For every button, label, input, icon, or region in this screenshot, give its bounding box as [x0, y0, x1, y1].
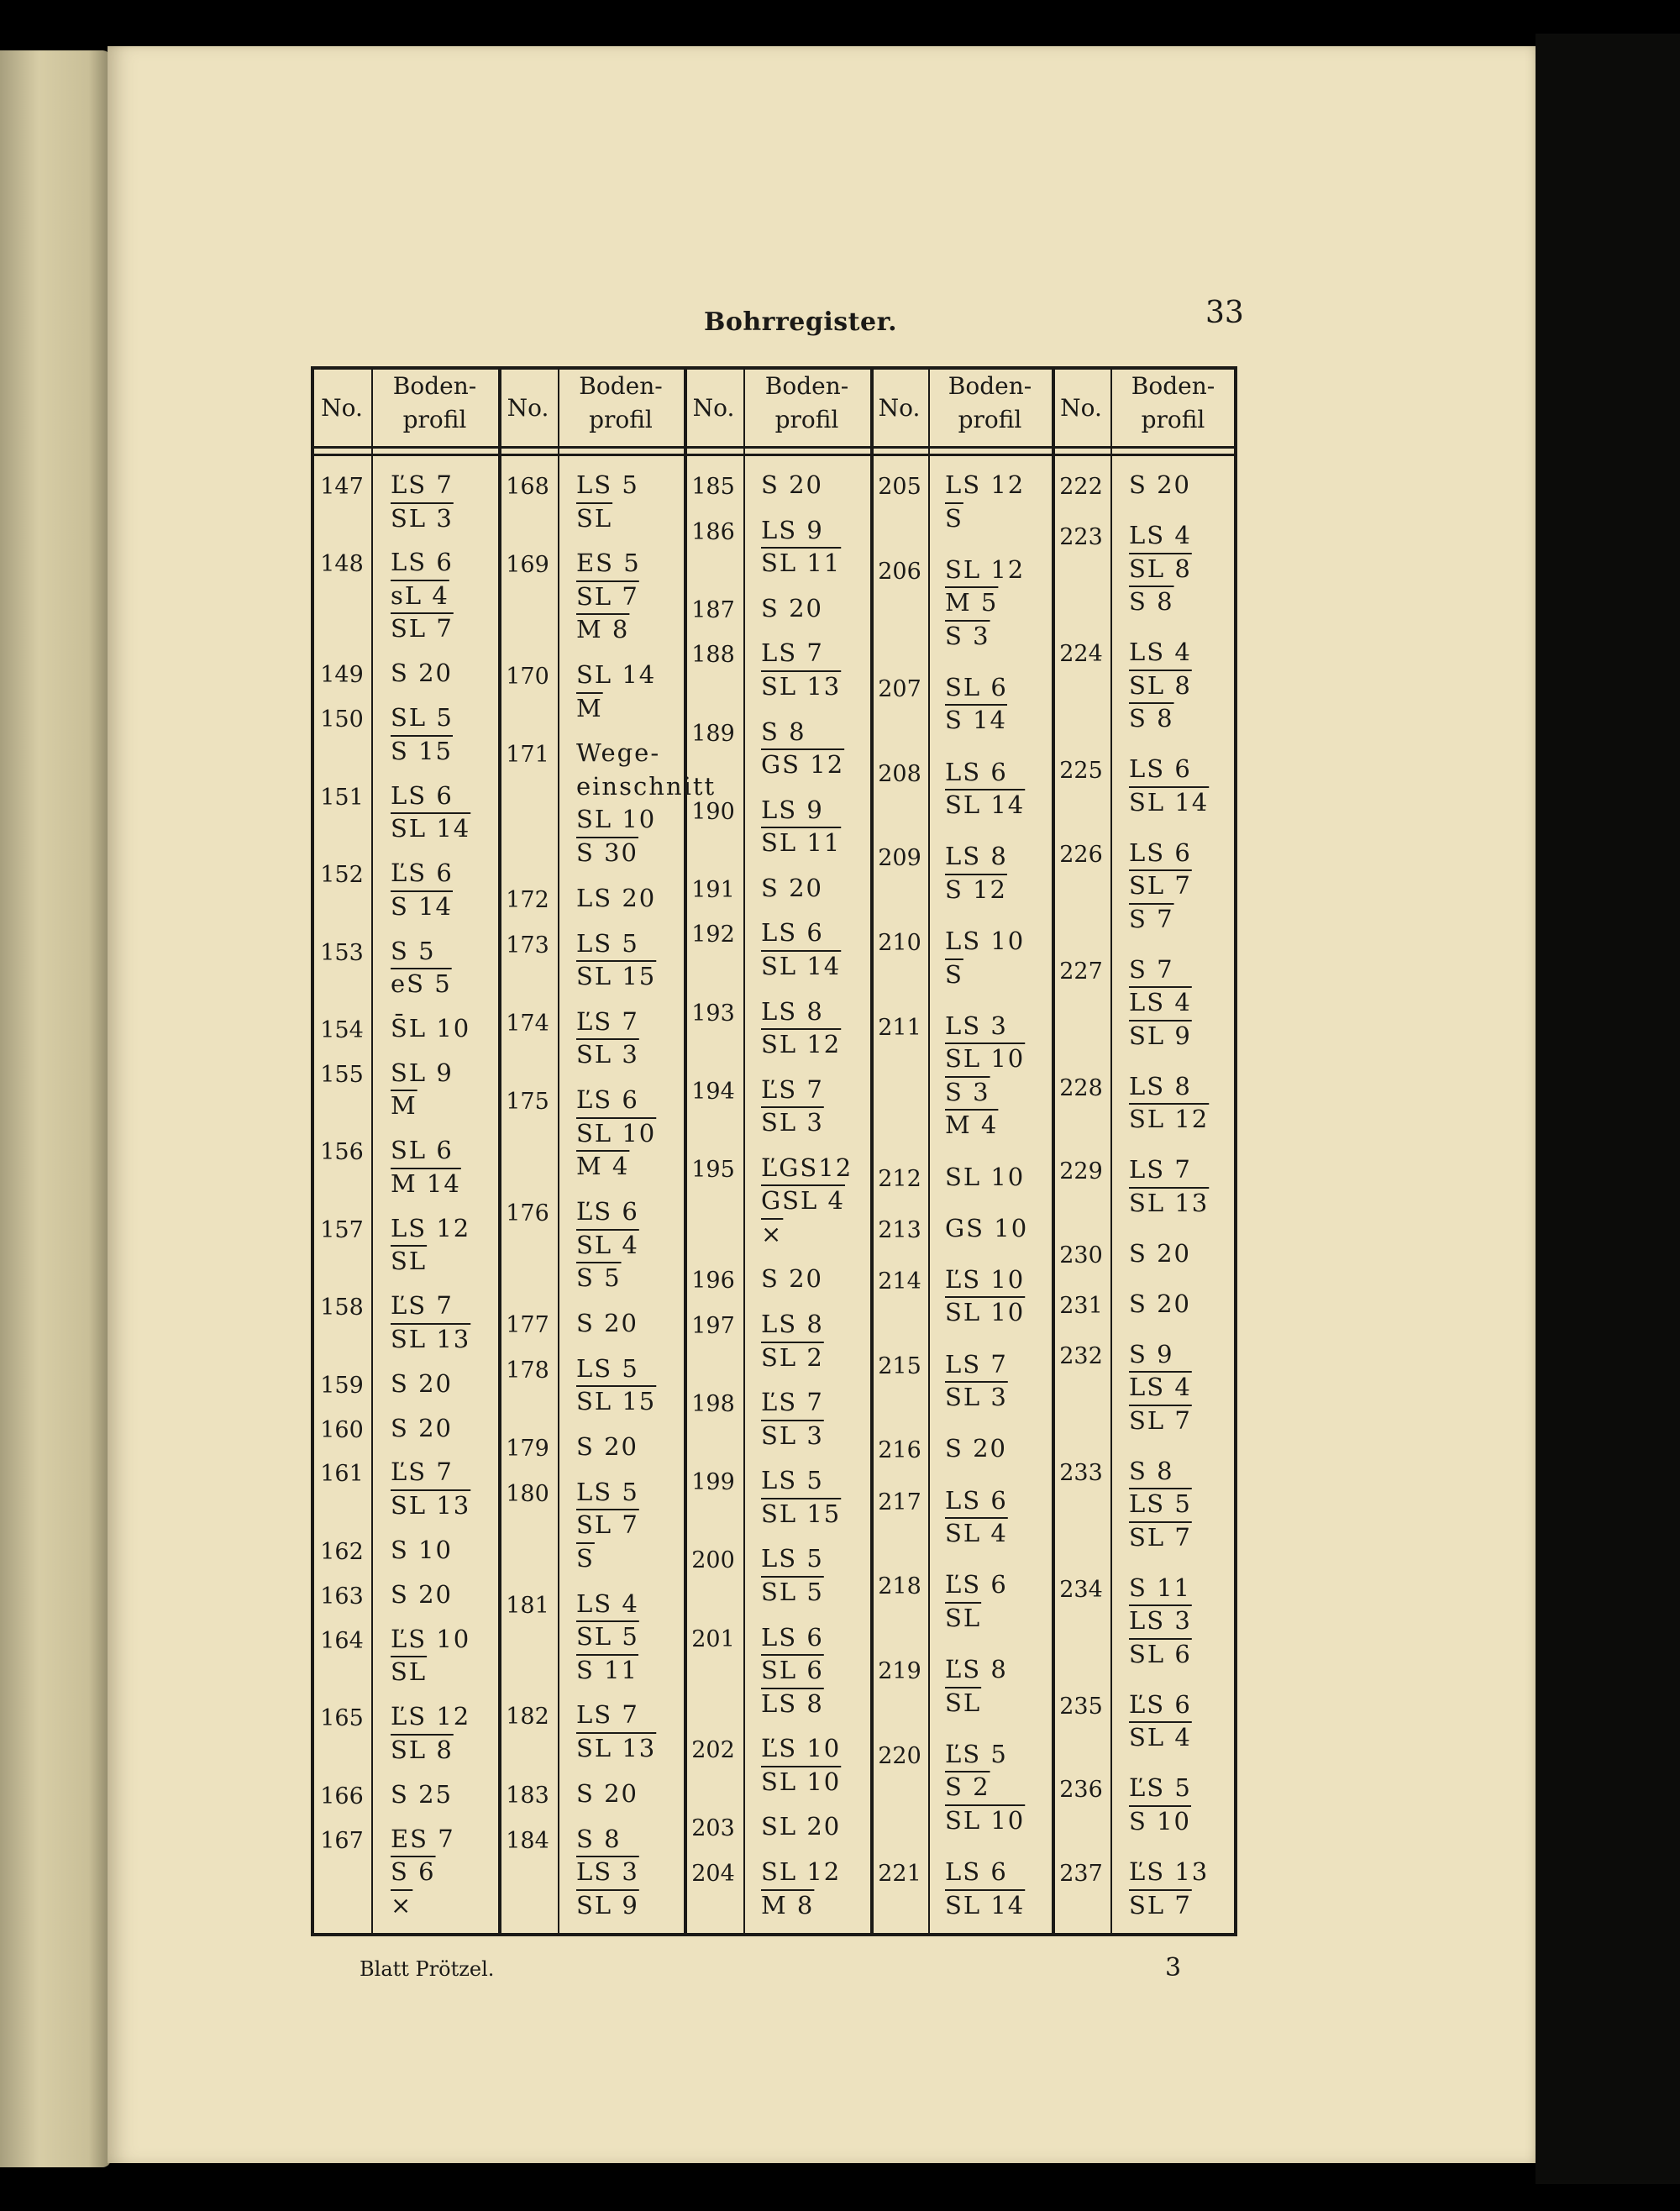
boring-number: 150 [320, 706, 364, 733]
soil-profile-layer: SL 11 [761, 549, 842, 578]
soil-profile-layer: S 6 [391, 1857, 436, 1886]
soil-profile-layer: ES 7 [391, 1824, 455, 1853]
boring-number: 148 [320, 551, 364, 578]
soil-profile-layer: SL 14 [945, 790, 1026, 820]
soil-profile-layer: SL 12 [945, 554, 1026, 584]
boring-number: 180 [506, 1480, 549, 1507]
soil-profile-layer: S 20 [761, 1264, 823, 1294]
soil-profile-layer: LS 9 [761, 795, 824, 824]
boring-number: 163 [320, 1583, 364, 1610]
soil-profile-layer: S 20 [1129, 1238, 1191, 1268]
boring-number: 232 [1059, 1342, 1103, 1369]
soil-profile-layer: SL 15 [576, 1387, 657, 1416]
soil-profile-layer: $\overline{SL}$ [576, 503, 613, 533]
soil-profile-layer: S 20 [1129, 470, 1191, 499]
boring-number: 211 [878, 1014, 921, 1041]
boring-number: 171 [506, 742, 549, 769]
column-rule [743, 367, 745, 1935]
header-bodenprofil: Boden- profil [579, 372, 663, 433]
soil-profile-layer: sL 4 [391, 580, 449, 610]
boring-number: 222 [1059, 474, 1103, 500]
boring-number: 181 [506, 1592, 549, 1619]
soil-profile-layer: SL 20 [761, 1812, 842, 1841]
soil-profile-layer: S 7 [1129, 904, 1174, 933]
soil-profile-layer: $\overline{SL}$ [945, 1688, 982, 1717]
soil-profile-layer: ĽS 10 [391, 1624, 471, 1653]
boring-number: 166 [320, 1783, 364, 1809]
soil-profile-layer: SL 14 [761, 951, 842, 980]
boring-number: 200 [691, 1547, 735, 1574]
soil-profile-layer: ĽS 10 [761, 1734, 842, 1763]
soil-profile-layer: SL 12 [1129, 1105, 1210, 1134]
boring-number: 234 [1059, 1576, 1103, 1603]
boring-number: 176 [506, 1200, 549, 1226]
soil-profile-layer: LS 8 [761, 1310, 824, 1339]
soil-profile-layer: S 20 [761, 593, 823, 622]
soil-profile-layer: SL 3 [576, 1040, 639, 1069]
soil-profile-layer: ĽS 6 [576, 1197, 639, 1226]
soil-profile-layer: $\overline{S}$ [576, 1543, 595, 1573]
soil-profile-layer: SL 2 [761, 1342, 824, 1372]
boring-number: 191 [691, 876, 735, 903]
boring-number: 173 [506, 932, 549, 958]
soil-profile-layer: LS 3 [1129, 1606, 1192, 1636]
soil-profile-layer: SL 6 [761, 1656, 824, 1685]
book-cover-edge [1536, 34, 1680, 2184]
boring-number: 169 [506, 552, 549, 579]
boring-number: 156 [320, 1139, 364, 1166]
soil-profile-layer: ĽS 6 [576, 1085, 639, 1115]
soil-profile-layer: LS 5 [761, 1466, 824, 1495]
soil-profile-layer: ĽS 12 [391, 1702, 471, 1731]
soil-profile-layer: SL 3 [391, 503, 454, 533]
soil-profile-layer: ĽS 8 [945, 1655, 1008, 1684]
boring-number: 194 [691, 1078, 735, 1105]
header-no: No. [321, 394, 363, 422]
soil-profile-layer: S 20 [391, 1413, 453, 1442]
column-rule [1110, 367, 1112, 1935]
soil-profile-layer: S 9 [1129, 1339, 1174, 1368]
boring-number: 183 [506, 1782, 549, 1809]
boring-number: 198 [691, 1391, 735, 1418]
boring-number: 202 [691, 1737, 735, 1764]
soil-profile-layer: ĽS 7 [391, 1457, 454, 1487]
boring-number: 197 [691, 1313, 735, 1340]
header-no: No. [1060, 394, 1102, 422]
boring-number: 236 [1059, 1777, 1103, 1804]
soil-profile-layer: GSL 4 [761, 1186, 845, 1216]
soil-profile-layer: SL 12 [761, 1857, 842, 1886]
soil-profile-layer: LS 5 [576, 470, 639, 499]
boring-number: 223 [1059, 524, 1103, 551]
boring-number: 190 [691, 798, 735, 825]
soil-profile-layer: LS 3 [576, 1857, 639, 1886]
soil-profile-layer: SL 12 [761, 1030, 842, 1059]
soil-profile-layer: SL 6 [1129, 1639, 1192, 1668]
soil-profile-layer: GS 10 [945, 1213, 1029, 1242]
boring-number: 201 [691, 1625, 735, 1652]
boring-number: 185 [691, 474, 735, 500]
soil-profile-layer: SL 6 [945, 672, 1008, 701]
soil-profile-layer: SL 14 [945, 1890, 1026, 1920]
header-rule [312, 446, 1236, 449]
header-bodenprofil: Boden- profil [392, 372, 477, 433]
soil-profile-layer: S 12 [945, 874, 1007, 904]
soil-profile-layer: LS 7 [761, 638, 824, 668]
header-no: No. [507, 394, 549, 422]
boring-number: 184 [506, 1827, 549, 1854]
boring-number: 207 [878, 675, 921, 702]
soil-profile-layer: SL 8 [391, 1735, 454, 1764]
soil-profile-layer: SL 7 [1129, 1890, 1192, 1920]
soil-profile-layer: SL 8 [1129, 554, 1192, 583]
footer-sheet-name: Blatt Prötzel. [360, 1957, 495, 1981]
soil-profile-layer: SL 7 [1129, 1522, 1192, 1552]
boring-number: 213 [878, 1216, 921, 1243]
boring-number: 154 [320, 1016, 364, 1043]
soil-profile-layer: SL 8 [1129, 670, 1192, 700]
soil-profile-layer: ĽS 6 [1129, 1689, 1192, 1719]
soil-profile-layer: SL 11 [761, 828, 842, 858]
boring-number: 178 [506, 1357, 549, 1384]
soil-profile-layer: S 20 [761, 470, 823, 499]
soil-profile-layer: S 20 [945, 1434, 1007, 1463]
soil-profile-layer: SL 14 [576, 660, 657, 690]
soil-profile-layer: × [761, 1219, 784, 1248]
soil-profile-layer: LS 5 [576, 1477, 639, 1506]
soil-profile-layer: eS 5 [391, 969, 452, 999]
boring-number: 161 [320, 1461, 364, 1488]
boring-number: 187 [691, 596, 735, 623]
soil-profile-layer: ĽS 7 [576, 1006, 639, 1036]
boring-number: 160 [320, 1416, 364, 1443]
soil-profile-layer: M 4 [576, 1152, 630, 1181]
soil-profile-layer: LS 5 [576, 1353, 639, 1383]
boring-number: 147 [320, 474, 364, 500]
soil-profile-layer: LS 6 [1129, 838, 1192, 867]
soil-profile-layer: SL 3 [945, 1383, 1008, 1412]
soil-profile-layer: S 20 [391, 1368, 453, 1398]
soil-profile-layer: S 8 [576, 1824, 622, 1853]
soil-profile-layer: LS 10 [945, 927, 1026, 956]
boring-number: 151 [320, 784, 364, 811]
boring-number: 206 [878, 558, 921, 585]
soil-profile-layer: LS 7 [945, 1349, 1008, 1379]
column-rule [928, 367, 930, 1935]
soil-profile-layer: LS 12 [391, 1213, 471, 1242]
boring-number: 188 [691, 642, 735, 669]
soil-profile-layer: $\overline{S}$ [945, 959, 963, 989]
soil-profile-layer: LS 8 [761, 996, 824, 1026]
soil-profile-layer: $\overline{M}$ [391, 1091, 417, 1121]
soil-profile-layer: M 14 [391, 1169, 461, 1198]
soil-profile-layer: SL 5 [761, 1577, 824, 1606]
soil-profile-layer: ĽS 5 [945, 1739, 1008, 1768]
soil-profile-layer: LS 6 [761, 1622, 824, 1652]
soil-profile-layer: SL 10 [945, 1162, 1026, 1191]
boring-number: 210 [878, 930, 921, 957]
page-number: 33 [1205, 296, 1244, 330]
boring-number: 174 [506, 1010, 549, 1037]
boring-number: 168 [506, 474, 549, 500]
soil-profile-layer: S 25 [391, 1779, 453, 1809]
boring-number: 224 [1059, 641, 1103, 668]
soil-profile-layer: LS 7 [576, 1700, 639, 1730]
soil-profile-layer: LS 4 [1129, 638, 1192, 667]
soil-profile-layer: $\overline{SL}$ [391, 1247, 428, 1276]
boring-number: 208 [878, 760, 921, 787]
boring-number: 172 [506, 886, 549, 913]
boring-number: 149 [320, 662, 364, 689]
book-left-page-edge [0, 50, 111, 2167]
boring-number: 226 [1059, 841, 1103, 868]
boring-number: 215 [878, 1352, 921, 1379]
boring-number: 230 [1059, 1242, 1103, 1268]
soil-profile-layer: LS 6 [391, 780, 454, 810]
soil-profile-layer: LS 8 [1129, 1071, 1192, 1100]
boring-number: 216 [878, 1437, 921, 1464]
soil-profile-layer: LS 4 [576, 1589, 639, 1618]
boring-number: 214 [878, 1268, 921, 1295]
soil-profile-layer: S 7 [1129, 954, 1174, 984]
soil-profile-layer: SL 5 [391, 703, 454, 733]
header-rule [312, 454, 1236, 456]
boring-number: 212 [878, 1165, 921, 1192]
boring-number: 162 [320, 1538, 364, 1565]
boring-number: 220 [878, 1742, 921, 1769]
soil-profile-layer: S 20 [391, 1579, 453, 1609]
soil-profile-layer: S 11 [1129, 1573, 1191, 1602]
soil-profile-layer: ĽS 7 [761, 1388, 824, 1417]
boring-number: 209 [878, 845, 921, 872]
soil-profile-layer: GS 12 [761, 750, 845, 780]
soil-profile-layer: SL 9 [576, 1890, 639, 1920]
boring-number: 237 [1059, 1861, 1103, 1887]
soil-profile-layer: ĽS 13 [1129, 1857, 1210, 1886]
boring-number: 217 [878, 1489, 921, 1515]
boring-number: 196 [691, 1268, 735, 1295]
boring-number: 157 [320, 1216, 364, 1243]
boring-number: 153 [320, 939, 364, 966]
soil-profile-layer: SL 4 [576, 1230, 639, 1259]
soil-profile-layer: SL 7 [1129, 1405, 1192, 1435]
soil-profile-layer: ĽS 7 [761, 1074, 824, 1104]
soil-profile-layer: SL 4 [945, 1519, 1008, 1548]
boring-number: 165 [320, 1705, 364, 1732]
header-bodenprofil: Boden- profil [764, 372, 849, 433]
soil-profile-layer: SL 15 [761, 1499, 842, 1528]
soil-profile-layer: SL 10 [576, 1118, 657, 1148]
soil-profile-layer: S 8 [1129, 704, 1174, 733]
soil-profile-layer: einschnitt [576, 771, 717, 801]
soil-profile-layer: SL 13 [576, 1733, 657, 1762]
soil-profile-layer: S 3 [945, 1077, 990, 1106]
soil-profile-layer: SL 15 [576, 962, 657, 991]
soil-profile-layer: LS 8 [945, 842, 1008, 871]
soil-profile-layer: SL 10 [945, 1298, 1026, 1327]
soil-profile-layer: S 10 [391, 1535, 453, 1564]
boring-number: 175 [506, 1089, 549, 1116]
soil-profile-layer: S 20 [391, 659, 453, 688]
column-rule [371, 367, 373, 1935]
boring-number: 158 [320, 1295, 364, 1321]
soil-profile-layer: SL 13 [391, 1490, 471, 1520]
boring-number: 167 [320, 1827, 364, 1854]
boring-number: 221 [878, 1861, 921, 1887]
soil-profile-layer: SL 9 [1129, 1021, 1192, 1050]
soil-profile-layer: $\overline{M}$ [576, 693, 603, 722]
soil-profile-layer: ES 5 [576, 549, 641, 578]
boring-number: 204 [691, 1861, 735, 1887]
soil-profile-layer: LS 6 [945, 757, 1008, 786]
soil-profile-layer: S 20 [576, 1308, 638, 1337]
soil-profile-layer: S 20 [761, 873, 823, 902]
soil-profile-layer: SL 3 [761, 1421, 824, 1450]
soil-profile-layer: LS 20 [576, 883, 657, 912]
soil-profile-layer: LS 6 [761, 918, 824, 948]
soil-profile-layer: SL 13 [761, 671, 842, 701]
soil-profile-layer: S̄L 10 [391, 1013, 471, 1042]
boring-number: 155 [320, 1061, 364, 1088]
soil-profile-layer: $\overline{SL}$ [391, 1657, 428, 1687]
soil-profile-layer: ĽS 5 [1129, 1773, 1192, 1803]
soil-profile-layer: ĽS 10 [945, 1264, 1026, 1294]
boring-number: 177 [506, 1311, 549, 1338]
footer-signature-mark: 3 [1165, 1953, 1182, 1983]
boring-number: 186 [691, 518, 735, 545]
boring-number: 164 [320, 1627, 364, 1654]
soil-profile-layer: S 2 [945, 1772, 990, 1802]
soil-profile-layer: SL 5 [576, 1622, 639, 1652]
soil-profile-layer: ĽGS12 [761, 1153, 853, 1182]
soil-profile-layer: SL 13 [391, 1324, 471, 1353]
soil-profile-layer: S 20 [576, 1778, 638, 1808]
soil-profile-layer: $\overline{S}$ [945, 503, 963, 533]
soil-profile-layer: LS 4 [1129, 988, 1192, 1017]
soil-profile-layer: S 10 [1129, 1806, 1191, 1835]
boring-number: 231 [1059, 1292, 1103, 1319]
boring-number: 199 [691, 1469, 735, 1496]
boring-number: 170 [506, 664, 549, 691]
soil-profile-layer: S 5 [391, 936, 436, 965]
soil-profile-layer: LS 7 [1129, 1155, 1192, 1184]
soil-profile-layer: ĽS 7 [391, 1291, 454, 1321]
soil-profile-layer: S 15 [391, 736, 453, 765]
header-no: No. [878, 394, 921, 422]
boring-number: 195 [691, 1156, 735, 1183]
boring-number: 233 [1059, 1459, 1103, 1486]
header-no: No. [692, 394, 735, 422]
soil-profile-layer: S 8 [761, 717, 806, 746]
column-rule [558, 367, 559, 1935]
soil-profile-layer: ĽS 6 [945, 1570, 1008, 1599]
soil-profile-layer: M 8 [761, 1890, 815, 1920]
boring-number: 152 [320, 862, 364, 889]
soil-profile-layer: M 8 [576, 615, 630, 644]
soil-profile-layer: M 4 [945, 1111, 999, 1140]
boring-number: 193 [691, 1000, 735, 1027]
soil-profile-layer: S 14 [391, 891, 453, 921]
soil-profile-layer: SL 10 [761, 1767, 842, 1796]
soil-profile-layer: LS 4 [1129, 521, 1192, 550]
boring-number: 203 [691, 1815, 735, 1842]
soil-profile-layer: SL 10 [945, 1044, 1026, 1074]
soil-profile-layer: SL 10 [576, 805, 657, 834]
column-rule [870, 367, 874, 1935]
soil-profile-layer: LS 9 [761, 515, 824, 544]
soil-profile-layer: $\overline{SL}$ [945, 1603, 982, 1632]
soil-profile-layer: SL 3 [761, 1108, 824, 1137]
soil-profile-layer: SL 14 [1129, 787, 1210, 817]
soil-profile-layer: SL 4 [1129, 1723, 1192, 1752]
soil-profile-layer: SL 7 [391, 614, 454, 643]
boring-number: 189 [691, 720, 735, 747]
soil-profile-layer: LS 5 [576, 928, 639, 958]
soil-profile-layer: M 5 [945, 588, 999, 617]
soil-profile-layer: S 30 [576, 838, 638, 867]
boring-number: 225 [1059, 758, 1103, 785]
boring-number: 182 [506, 1704, 549, 1730]
header-bodenprofil: Boden- profil [1131, 372, 1215, 433]
soil-profile-layer: LS 5 [761, 1544, 824, 1573]
soil-profile-layer: S 20 [1129, 1289, 1191, 1318]
soil-profile-layer: LS 5 [1129, 1489, 1192, 1519]
soil-profile-layer: LS 8 [761, 1688, 824, 1718]
column-rule [498, 367, 501, 1935]
boring-number: 227 [1059, 958, 1103, 985]
soil-profile-layer: S 20 [576, 1431, 638, 1461]
soil-profile-layer: S 5 [576, 1263, 622, 1292]
boring-number: 219 [878, 1658, 921, 1685]
boring-number: 192 [691, 922, 735, 948]
soil-profile-layer: Wege- [576, 738, 661, 768]
boring-number: 218 [878, 1573, 921, 1600]
header-bodenprofil: Boden- profil [948, 372, 1032, 433]
soil-profile-layer: LS 12 [945, 470, 1026, 499]
soil-profile-layer: SL 13 [1129, 1188, 1210, 1217]
soil-profile-layer: LS 4 [1129, 1373, 1192, 1402]
soil-profile-layer: LS 6 [945, 1857, 1008, 1886]
soil-profile-layer: SL 6 [391, 1136, 454, 1165]
boring-number: 229 [1059, 1158, 1103, 1185]
boring-number: 179 [506, 1435, 549, 1462]
soil-profile-layer: S 3 [945, 621, 990, 650]
boring-number: 235 [1059, 1693, 1103, 1720]
soil-profile-layer: SL 14 [391, 814, 471, 843]
soil-profile-layer: S 14 [945, 706, 1007, 735]
soil-profile-layer: S 11 [576, 1655, 638, 1684]
soil-profile-layer: SL 9 [391, 1058, 454, 1087]
soil-profile-layer: LS 6 [945, 1485, 1008, 1515]
soil-profile-layer: LS 6 [1129, 754, 1192, 784]
boring-number: 159 [320, 1372, 364, 1399]
soil-profile-layer: SL 7 [576, 581, 639, 611]
boring-number: 205 [878, 474, 921, 500]
running-head-title: Bohrregister. [704, 307, 898, 337]
soil-profile-layer: × [391, 1890, 413, 1920]
soil-profile-layer: ĽS 6 [391, 859, 454, 888]
soil-profile-layer: S 8 [1129, 587, 1174, 617]
soil-profile-layer: SL 7 [1129, 871, 1192, 901]
soil-profile-layer: SL 10 [945, 1805, 1026, 1835]
soil-profile-layer: LS 3 [945, 1011, 1008, 1040]
soil-profile-layer: S 8 [1129, 1456, 1174, 1485]
soil-profile-layer: ĽS 7 [391, 470, 454, 499]
soil-profile-layer: SL 7 [576, 1510, 639, 1540]
soil-profile-layer: LS 6 [391, 548, 454, 577]
boring-number: 228 [1059, 1074, 1103, 1101]
